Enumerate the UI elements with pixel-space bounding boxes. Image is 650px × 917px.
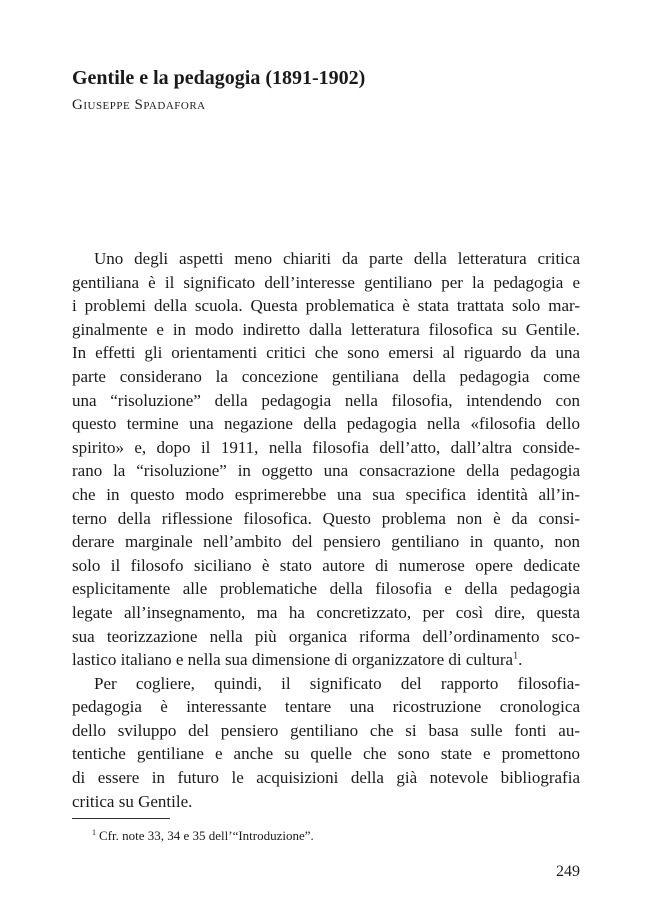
text-line — [72, 742, 580, 766]
text-line-content: spirito» e, dopo il 1911, nella filosofia dell’atto, dall’altra conside- — [72, 437, 580, 457]
footnote-divider — [72, 818, 170, 819]
text-line — [72, 389, 580, 413]
text-line-content: rano la “risoluzione” in oggetto una consacrazione della pedagogia — [72, 461, 580, 481]
article-title: Gentile e la pedagogia (1891-1902) — [72, 67, 366, 89]
text-line-content: dello sviluppo del pensiero gentiliano che si basa sulle fonti au- — [72, 720, 580, 740]
text-line — [72, 625, 580, 649]
text-line-content: che in questo modo esprimerebbe una sua specifica identità all’in- — [72, 484, 580, 504]
text-line-content: In effetti gli orientamenti critici che sono emersi al riguardo da una — [72, 343, 580, 363]
text-line-content: pedagogia è interessante tentare una ricostruzione cronologica — [72, 697, 580, 717]
footnote-reference: 1 — [513, 650, 519, 662]
text-line-content: derare marginale nell’ambito del pensiero gentiliano in quanto, non — [72, 532, 580, 552]
text-line — [72, 483, 580, 507]
text-line — [72, 577, 580, 601]
text-line-content: terno della riflessione filosofica. Questo problema non è da consi- — [72, 508, 580, 528]
text-line — [72, 601, 580, 625]
footnote-text: Cfr. note 33, 34 e 35 dell’“Introduzione”. — [99, 828, 314, 843]
author-name: Giuseppe Spadafora — [72, 97, 206, 113]
text-line-content: parte considerano la concezione gentiliana della pedagogia come — [72, 366, 580, 386]
text-line — [72, 436, 580, 460]
text-line-content: sua teorizzazione nella più organica riforma dell’ordinamento sco- — [72, 626, 580, 646]
text-line-content: i problemi della scuola. Questa problematica è stata trattata solo mar- — [72, 296, 580, 316]
text-line-content: tentiche gentiliane e anche su quelle che sono state e promettono — [72, 744, 580, 764]
text-line — [72, 648, 580, 672]
text-line-content: Per cogliere, quindi, il significato del rapporto filosofia- — [94, 673, 580, 693]
text-line — [72, 318, 580, 342]
text-line — [72, 766, 580, 790]
text-line-content: critica su Gentile. — [72, 791, 193, 811]
text-line-content: esplicitamente alle problematiche della filosofia e della pedagogia — [72, 579, 580, 599]
text-line-content: legate all’insegnamento, ma ha concretizzato, per così dire, questa — [72, 602, 580, 622]
text-line-content: gentiliana è il significato dell’interesse gentiliano per la pedagogia e — [72, 272, 580, 292]
text-line — [72, 365, 580, 389]
text-line-content: lastico italiano e nella sua dimensione di organizzatore di cultura — [72, 650, 514, 670]
text-line-content: ginalmente e in modo indiretto dalla letteratura filosofica su Gentile. — [72, 319, 580, 339]
text-line — [72, 719, 580, 743]
text-line-content: di essere in futuro le acquisizioni della già notevole bibliografia — [72, 768, 580, 788]
text-line — [72, 554, 580, 578]
text-line — [72, 341, 580, 365]
text-line-content: Uno degli aspetti meno chiariti da parte della letteratura critica — [94, 249, 580, 268]
body-text — [72, 247, 580, 813]
footnote-number: 1 — [92, 827, 96, 837]
text-line-punctuation: . — [518, 650, 523, 670]
page-number: 249 — [556, 863, 580, 880]
text-line — [72, 294, 580, 318]
footnote — [92, 828, 314, 844]
text-line — [72, 271, 580, 295]
text-line — [72, 530, 580, 554]
text-line — [72, 672, 580, 696]
text-line-content: una “risoluzione” della pedagogia nella filosofia, intendendo con — [72, 390, 580, 410]
text-line-content: questo termine una negazione della pedagogia nella «filosofia dello — [72, 414, 580, 434]
text-line — [72, 412, 580, 436]
text-line-content: solo il filosofo siciliano è stato autore di numerose opere dedicate — [72, 555, 580, 575]
text-line — [72, 247, 580, 271]
text-line — [72, 790, 580, 814]
text-line — [72, 695, 580, 719]
text-line — [72, 507, 580, 531]
text-line — [72, 459, 580, 483]
